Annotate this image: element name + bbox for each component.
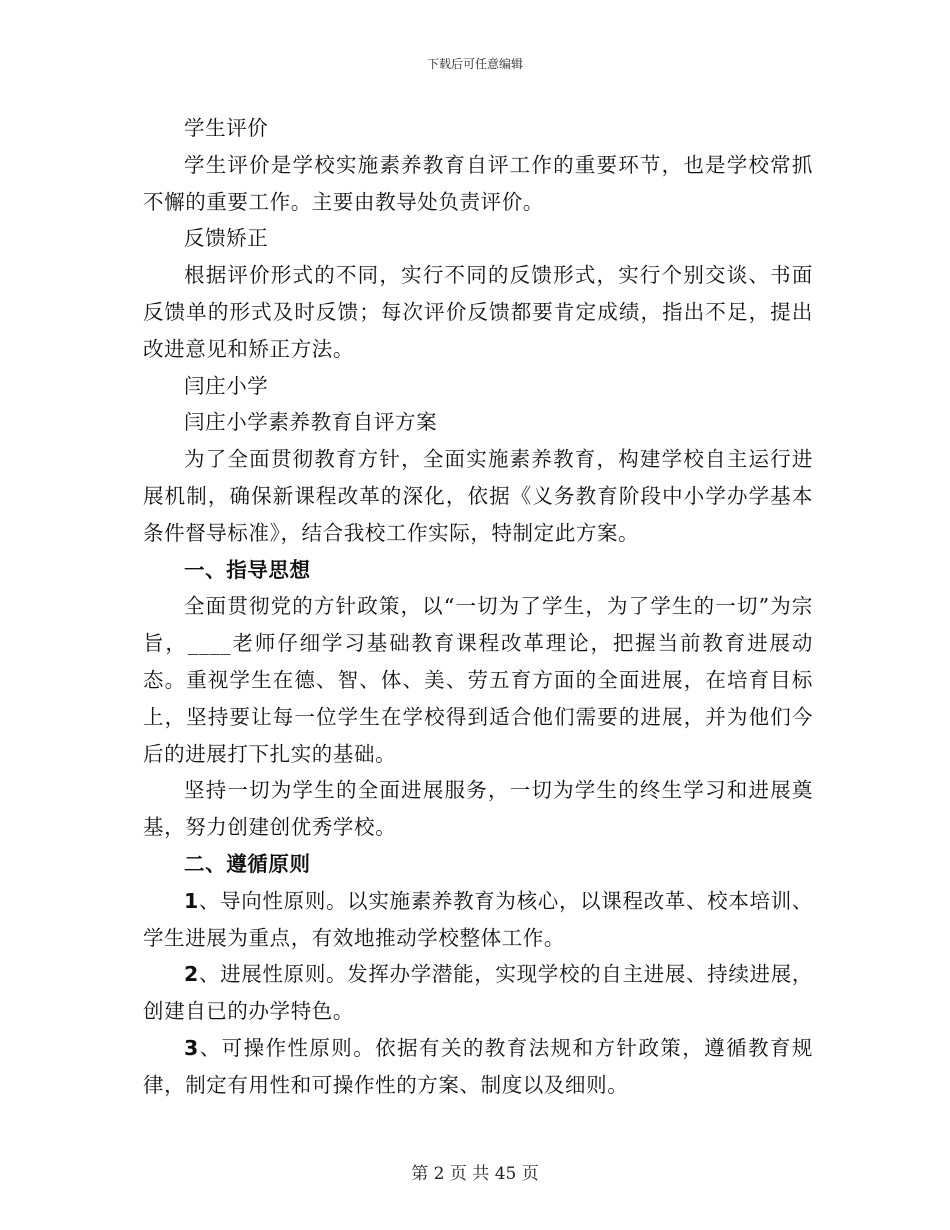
principle-item-2 bbox=[143, 956, 813, 1030]
principle-item-3-text: 、可操作性原则。依据有关的教育法规和方针政策，遵循教育规律，制定有用性和可操作性的方案、制度以及细则。 bbox=[143, 1035, 813, 1097]
paragraph-student-evaluation: 学生评价是学校实施素养教育自评工作的重要环节，也是学校常抓不懈的重要工作。主要由教导处负责评价。 bbox=[143, 152, 813, 214]
plan-title: 闫庄小学素养教育自评方案 bbox=[184, 410, 438, 435]
paragraph-feedback: 根据评价形式的不同，实行不同的反馈形式，实行个别交谈、书面反馈单的形式及时反馈；每次评价反馈都要肯定成绩，指出不足，提出改进意见和矫正方法。 bbox=[143, 263, 813, 361]
paragraph-intro: 为了全面贯彻教育方针，全面实施素养教育，构建学校自主运行进展机制，确保新课程改革的深化，依据《义务教育阶段中小学办学基本条件督导标准》，结合我校工作实际，特制定此方案。 bbox=[143, 447, 813, 545]
principle-item-1-number: 1 bbox=[184, 888, 199, 913]
heading-guiding-ideology: 一、指导思想 bbox=[184, 557, 311, 582]
heading-principles: 二、遵循原则 bbox=[184, 851, 311, 876]
principle-item-2-text: 、进展性原则。发挥办学潜能，实现学校的自主进展、持续进展，创建自已的办学特色。 bbox=[143, 962, 813, 1024]
section-title-student-evaluation: 学生评价 bbox=[184, 116, 269, 140]
document-body bbox=[143, 110, 813, 1104]
page-number-footer: 第 2 页 共 45 页 bbox=[411, 1164, 539, 1184]
principle-item-2-number: 2 bbox=[184, 962, 199, 987]
paragraph-commitment: 坚持一切为学生的全面进展服务，一切为学生的终生学习和进展奠基，努力创建创优秀学校。 bbox=[143, 778, 813, 840]
school-name: 闫庄小学 bbox=[184, 373, 269, 398]
paragraph-guiding-ideology: 全面贯彻党的方针政策，以“一切为了学生，为了学生的一切”为宗旨，____老师仔细学习基础教育课程改革理论，把握当前教育进展动态。重视学生在德、智、体、美、劳五育方面的全面进展，在培育目标上，坚持要让每一位学生在学校得到适合他们需要的进展，并为他们今后的进展打下扎实的基础。 bbox=[143, 594, 813, 766]
principle-item-1-text: 、导向性原则。以实施素养教育为核心，以课程改革、校本培训、学生进展为重点，有效地推动学校整体工作。 bbox=[143, 888, 813, 950]
principle-item-3-number: 3 bbox=[184, 1035, 199, 1060]
page-header-note: 下载后可任意编辑 bbox=[426, 57, 523, 71]
principle-item-1 bbox=[143, 883, 813, 957]
section-title-feedback: 反馈矫正 bbox=[184, 226, 269, 251]
principle-item-3 bbox=[143, 1030, 813, 1104]
